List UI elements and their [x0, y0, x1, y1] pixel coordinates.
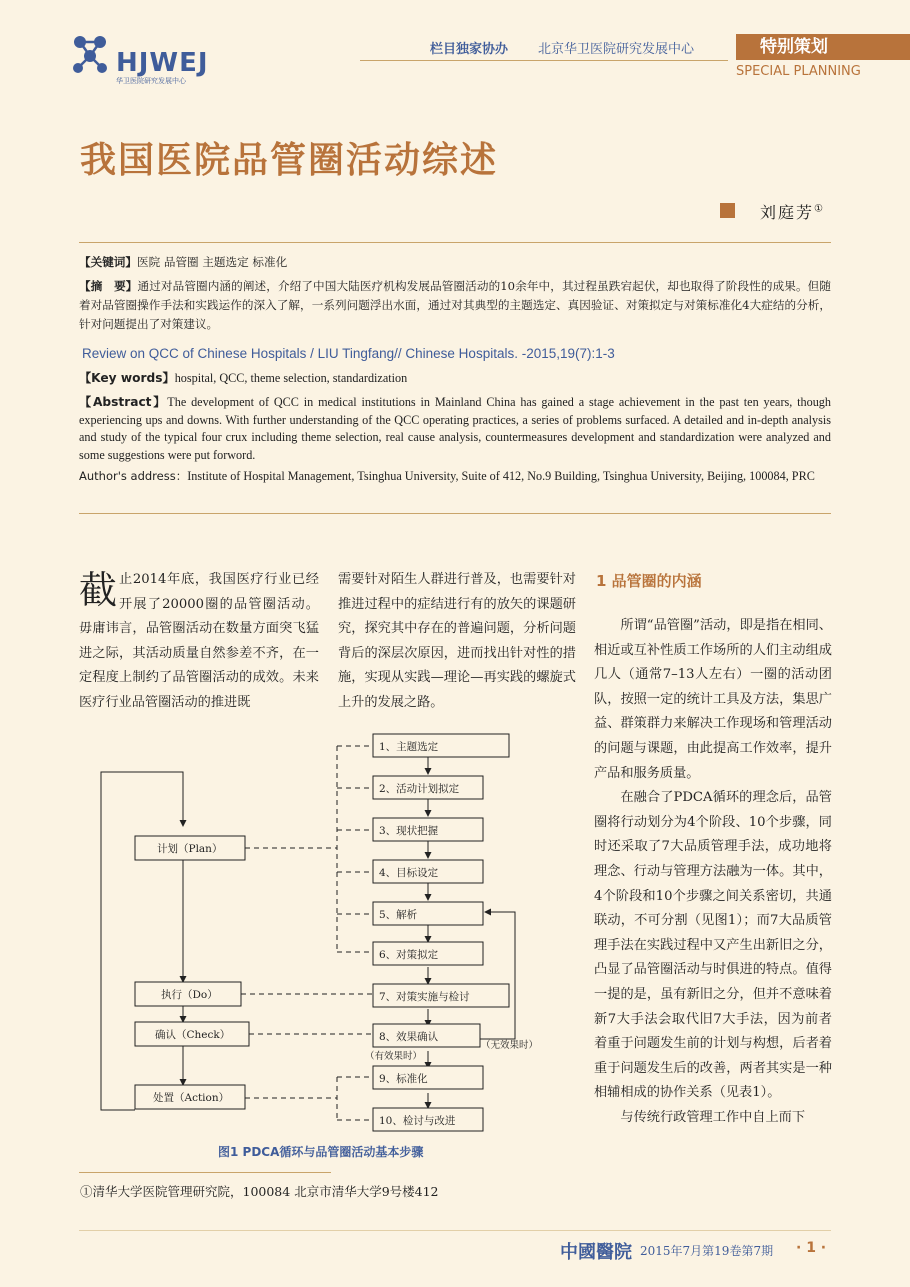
article-title: 我国医院品管圈活动综述 — [80, 140, 499, 181]
label-effective: （有效果时） — [365, 1051, 423, 1062]
drop-cap: 截 — [79, 568, 118, 612]
step-8: 8、效果确认 — [379, 1031, 439, 1043]
step-3: 3、现状把握 — [379, 825, 439, 837]
author-marker — [720, 203, 735, 218]
en-keywords-text: hospital, QCC, theme selection, standardization — [174, 371, 408, 385]
logo-subtitle: 华卫医院研究发展中心 — [116, 77, 186, 85]
header-rule — [360, 60, 728, 61]
phase-boxes — [135, 836, 249, 1109]
journal-logo: 中國醫院 — [560, 1242, 632, 1263]
en-keywords-label: 【Key words】 — [79, 371, 175, 385]
address-text: Institute of Hospital Management, Tsinghua University, Suite of 412, No.9 Building, Tsinghua University, Beijing, 100084, PRC — [187, 469, 815, 483]
step-6: 6、对策拟定 — [379, 949, 439, 961]
keywords-text: 医院 品管圈 主题选定 标准化 — [136, 255, 288, 269]
footer-rule — [79, 1230, 831, 1231]
en-abstract-text: The development of QCC in medical institutions in Mainland China has gained a stage achievement in the past ten years, though experiencing ups and downs. With further understanding of the QCC operating practices, a series of problems surfaced. A detailed and in-depth analysis and study of the typical four crux including theme selection, real cause analysis, countermeasures development and standardization were analyzed and some suggestions were put forword. — [79, 395, 831, 462]
phase-do: 执行（Do） — [161, 989, 218, 1001]
special-label-en: SPECIAL PLANNING — [736, 64, 861, 79]
logo-text: HJWEJ — [116, 48, 209, 78]
keywords-label: 【关键词】 — [79, 255, 137, 269]
step-9: 9、标准化 — [379, 1073, 428, 1085]
section-title: 1 品管圈的内涵 — [596, 572, 702, 590]
center-name: 北京华卫医院研究发展中心 — [538, 42, 695, 57]
phase-plan: 计划（Plan） — [157, 843, 223, 855]
step-4: 4、目标设定 — [379, 867, 439, 879]
abstract — [79, 277, 831, 334]
figure-caption: 图1 PDCA循环与品管圈活动基本步骤 — [218, 1145, 424, 1159]
address-label: Author's address： — [79, 469, 188, 483]
journal-issue: 2015年7月第19卷第7期 — [640, 1244, 774, 1258]
pdca-flowchart — [95, 728, 575, 1138]
author — [760, 200, 825, 223]
author-footnote-mark: ① — [814, 203, 825, 215]
keywords — [79, 253, 831, 272]
col1-text: 止2014年底，我国医疗行业已经开展了20000圈的品管圈活动。毋庸讳言，品管圈活动在数量方面突飞猛进之际，其活动质量自然参差不齐，在一定程度上制约了品管圈活动的成效。未来医疗行业品管圈活动的推进既 — [79, 572, 319, 710]
phase-action: 处置（Action） — [153, 1092, 230, 1104]
abstract-text: 通过对品管圈内涵的阐述，介绍了中国大陆医疗机构发展品管圈活动的10余年中，其过程虽跌宕起伏，却也取得了阶段性的成果。但随着对品管圈操作手法和实践运作的深入了解，一系列问题浮出水面，通过对其典型的主题选定、真因验证、对策拟定与对策标准化4大症结的分析，针对问题提出了对策建议。 — [79, 279, 831, 331]
author-name: 刘庭芳 — [760, 203, 815, 222]
body-column-1 — [79, 568, 319, 716]
step-1: 1、主题选定 — [379, 741, 439, 753]
footnote: ①清华大学医院管理研究院，100084 北京市清华大学9号楼412 — [80, 1184, 439, 1199]
abstract-top-rule — [79, 242, 831, 243]
special-label: 特别策划 — [736, 34, 910, 60]
logo-mark — [72, 34, 112, 82]
col3-paragraph-1: 所谓“品管圈”活动，即是指在相同、相近或互补性质工作场所的人们主动组成几人（通常7–13人左右）一圈的活动团队，按照一定的统计工具及方法，集思广益、群策群力来解决工作现场和管理活动的问题与课题，由此提高工作效率，提升产品和服务质量。 — [594, 618, 832, 781]
en-abstract-label: 【Abstract】 — [79, 395, 168, 409]
label-ineffective: （无效果时） — [481, 1040, 539, 1051]
step-2: 2、活动计划拟定 — [379, 783, 460, 795]
col3-paragraph-3: 与传统行政管理工作中自上而下 — [620, 1109, 806, 1125]
step-10: 10、检讨与改进 — [379, 1115, 456, 1127]
body-column-2: 需要针对陌生人群进行普及，也需要针对推进过程中的症结进行有的放矢的课题研究，探究其中存在的普遍问题，分析问题背后的深层次原因，进而找出针对性的措施，实现从实践—理论—再实践的螺旋式上升的发展之路。 — [338, 572, 576, 710]
col3-paragraph-2: 在融合了PDCA循环的理念后，品管圈将行动划分为4个阶段、10个步骤，同时还采取了7大品质管理手法，成功地将理念、行动与管理方法融为一体。其中，4个阶段和10个步骤之间关系密切，共通联动，不可分割（见图1）；而7大品质管理手法在实践过程中又产生出新旧之分，凸显了品管圈活动与时俱进的特点。值得一提的是，虽有新旧之分，但并不意味着新7大手法会取代旧7大手法，因为前者着重于问题发生前的计划与构想，后者着重于问题发生后的改善，两者其实是一种相辅相成的协作关系（见表1）。 — [594, 790, 832, 1101]
body-column-3 — [594, 614, 832, 1130]
citation-line: Review on QCC of Chinese Hospitals / LIU Tingfang// Chinese Hospitals. -2015,19(7):1-3 — [82, 346, 615, 361]
author-address — [79, 467, 831, 485]
abstract-bottom-rule — [79, 513, 831, 514]
phase-check: 确认（Check） — [155, 1029, 231, 1041]
abstract-label: 【摘 要】 — [79, 279, 138, 293]
footnote-rule — [79, 1172, 331, 1173]
page-number: · 1 · — [796, 1240, 827, 1256]
step-7: 7、对策实施与检讨 — [379, 991, 470, 1003]
step-5: 5、解析 — [379, 909, 418, 921]
en-abstract — [79, 394, 831, 464]
en-keywords — [79, 369, 831, 388]
column-label: 栏目独家协办 — [430, 42, 509, 57]
